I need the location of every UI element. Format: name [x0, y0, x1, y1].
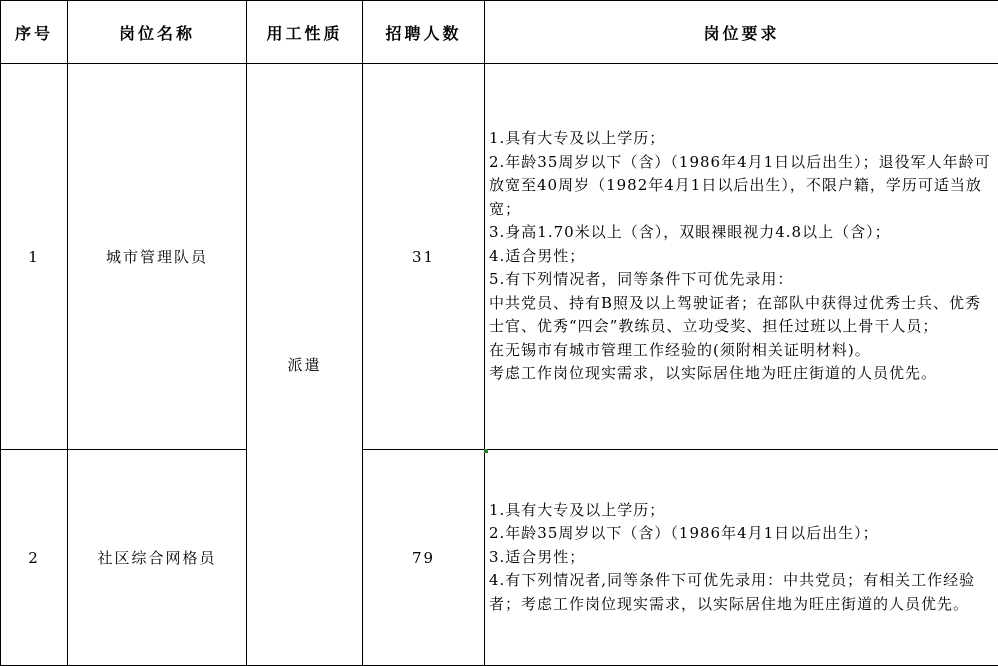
requirement-line: 2.年龄35周岁以下（含）（1986年4月1日以后出生）；退役军人年龄可放宽至40周岁（1982年4月1日以后出生），不限户籍，学历可适当放宽；	[489, 151, 992, 222]
requirement-line: 1.具有大专及以上学历；	[489, 127, 992, 151]
requirement-line: 中共党员、持有B照及以上驾驶证者；在部队中获得过优秀士兵、优秀士官、优秀“四会”教练员、立功受奖、担任过班以上骨干人员；	[489, 292, 992, 339]
header-position-name: 岗位名称	[68, 1, 247, 64]
requirement-line: 在无锡市有城市管理工作经验的(须附相关证明材料)。	[489, 339, 992, 363]
row-no: 2	[1, 450, 68, 666]
row-headcount: 31	[363, 64, 485, 450]
requirement-line: 3.适合男性；	[489, 546, 992, 570]
header-headcount: 招聘人数	[363, 1, 485, 64]
requirement-line: 考虑工作岗位现实需求，以实际居住地为旺庄街道的人员优先。	[489, 362, 992, 386]
row-position-name: 社区综合网格员	[68, 450, 247, 666]
employment-type-cell: 派遣	[247, 64, 363, 666]
requirement-line: 2.年龄35周岁以下（含）（1986年4月1日以后出生）；	[489, 522, 992, 546]
header-row	[1, 1, 998, 64]
row-position-name: 城市管理队员	[68, 64, 247, 450]
table-row	[1, 450, 998, 666]
table-row	[1, 64, 998, 450]
header-requirements: 岗位要求	[485, 1, 998, 64]
row-requirements	[485, 450, 998, 666]
row-headcount: 79	[363, 450, 485, 666]
row-no: 1	[1, 64, 68, 450]
row-requirements	[485, 64, 998, 450]
requirement-line: 4.有下列情况者,同等条件下可优先录用：中共党员；有相关工作经验者；考虑工作岗位现实需求，以实际居住地为旺庄街道的人员优先。	[489, 569, 992, 616]
requirement-line: 4.适合男性；	[489, 245, 992, 269]
requirement-line: 5.有下列情况者，同等条件下可优先录用：	[489, 268, 992, 292]
requirement-line: 3.身高1.70米以上（含），双眼裸眼视力4.8以上（含）；	[489, 221, 992, 245]
header-no: 序号	[1, 1, 68, 64]
requirement-line: 1.具有大专及以上学历；	[489, 499, 992, 523]
cell-comment-marker	[484, 449, 488, 453]
header-employment-type: 用工性质	[247, 1, 363, 64]
